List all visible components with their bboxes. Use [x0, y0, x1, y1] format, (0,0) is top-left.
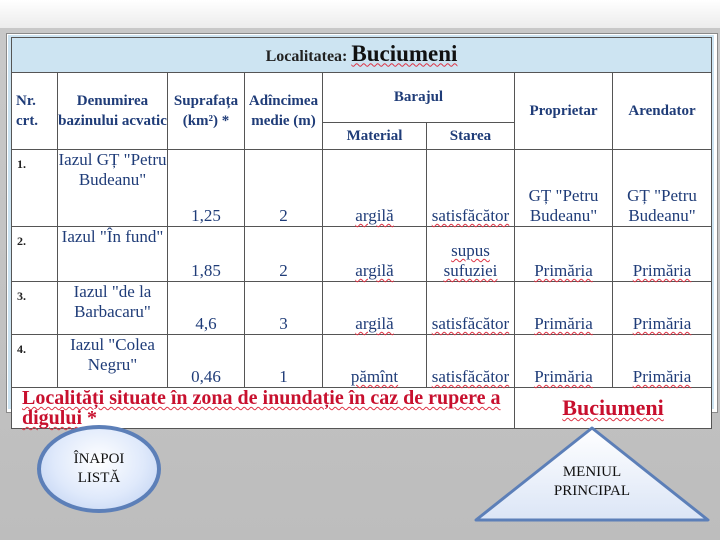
header-tenant: Arendator	[613, 73, 712, 150]
row-state: satisfăcător	[427, 150, 515, 227]
row-tenant: Primăria	[613, 227, 712, 282]
table-row	[12, 227, 712, 282]
back-to-list-button[interactable]	[37, 425, 161, 513]
row-owner: Primăria	[515, 335, 613, 388]
row-owner: GȚ "Petru Budeanu"	[515, 150, 613, 227]
row-name: Iazul GȚ "Petru Budeanu"	[58, 150, 168, 227]
header-owner: Proprietar	[515, 73, 613, 150]
flood-zone-note	[12, 388, 515, 429]
row-area: 1,85	[168, 227, 245, 282]
row-number: 4.	[12, 335, 58, 388]
header-dam: Barajul	[323, 73, 515, 123]
row-tenant: Primăria	[613, 282, 712, 335]
row-number: 1.	[12, 150, 58, 227]
header-area: Suprafața (km²) *	[168, 73, 245, 150]
header-name: Denumirea bazinului acvatic	[58, 73, 168, 150]
main-menu-button[interactable]	[472, 425, 712, 523]
row-material: argilă	[323, 227, 427, 282]
table-row	[12, 150, 712, 227]
row-owner: Primăria	[515, 227, 613, 282]
row-area: 4,6	[168, 282, 245, 335]
row-name: Iazul "de la Barbacaru"	[58, 282, 168, 335]
flood-zone-locality-text: Buciumeni	[562, 395, 664, 420]
reservoir-table	[11, 37, 712, 429]
row-name: Iazul "Colea Negru"	[58, 335, 168, 388]
row-state: satisfăcător	[427, 282, 515, 335]
row-depth: 3	[245, 282, 323, 335]
header-nr: Nr. crt.	[12, 73, 58, 150]
row-material: argilă	[323, 282, 427, 335]
title-label: Localitatea:	[265, 47, 348, 65]
header-state: Starea	[427, 122, 515, 149]
table-row	[12, 282, 712, 335]
row-number: 3.	[12, 282, 58, 335]
row-state: satisfăcător	[427, 335, 515, 388]
flood-zone-note-text: Localități situate în zona de inundație în caz de rupere a digului *	[22, 387, 501, 429]
row-state: supus sufuziei	[427, 227, 515, 282]
row-area: 1,25	[168, 150, 245, 227]
row-name: Iazul "În fund"	[58, 227, 168, 282]
table-row	[12, 335, 712, 388]
row-owner: Primăria	[515, 282, 613, 335]
main-menu-label-text: MENIUL PRINCIPAL	[553, 464, 631, 499]
row-area: 0,46	[168, 335, 245, 388]
top-band	[0, 0, 720, 28]
header-depth: Adîncimea medie (m)	[245, 73, 323, 150]
main-menu-label	[472, 463, 712, 501]
title-locality: Buciumeni	[351, 40, 458, 66]
row-depth: 1	[245, 335, 323, 388]
row-material: pămînt	[323, 335, 427, 388]
flood-zone-locality	[515, 388, 712, 429]
header-material: Material	[323, 122, 427, 149]
row-number: 2.	[12, 227, 58, 282]
row-tenant: GȚ "Petru Budeanu"	[613, 150, 712, 227]
table-sheet	[8, 35, 714, 429]
back-to-list-label: ÎNAPOI LISTĂ	[73, 451, 125, 486]
row-tenant: Primăria	[613, 335, 712, 388]
row-depth: 2	[245, 150, 323, 227]
row-depth: 2	[245, 227, 323, 282]
row-material: argilă	[323, 150, 427, 227]
title-row	[12, 38, 712, 73]
